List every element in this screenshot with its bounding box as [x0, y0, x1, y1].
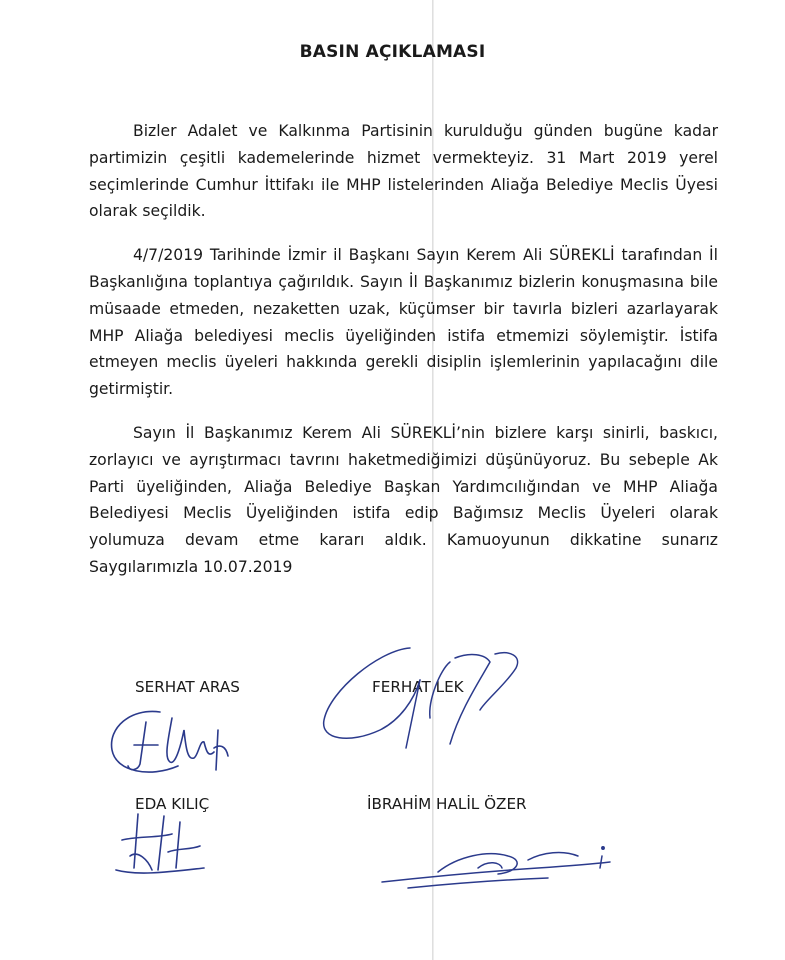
signature-eda-kilic: [108, 810, 218, 880]
document-body: [89, 118, 718, 598]
signatory-name-1: SERHAT ARAS: [135, 678, 240, 696]
signature-ferhat-lek: [310, 640, 530, 750]
paragraph-2: 4/7/2019 Tarihinde İzmir il Başkanı Sayın Kerem Ali SÜREKLİ tarafından İl Başkanlığına toplantıya çağırıldık. Sayın İl Başkanımız bizlerin konuşmasına bile müsaade etmeden, nezaketten uzak, küçümser bir tavırla bizleri azarlayarak MHP Aliağa belediyesi meclis üyeliğinden istifa etmemizi söylemiştir. İstifa etmeyen meclis üyeleri hakkında gerekli disiplin işlemlerinin yapılacağını dile getirmiştir.: [89, 246, 718, 399]
signature-ibrahim-halil-ozer: [378, 838, 618, 898]
document-title: BASIN AÇIKLAMASI: [299, 42, 486, 62]
signatory-name-3: EDA KILIÇ: [135, 795, 210, 813]
paragraph-1: Bizler Adalet ve Kalkınma Partisinin kurulduğu günden bugüne kadar partimizin çeşitli kademelerinde hizmet vermekteyiz. 31 Mart 2019 yerel seçimlerinde Cumhur İttifakı ile MHP listelerinden Aliağa Belediye Meclis Üyesi olarak seçildik.: [89, 122, 718, 221]
signatory-name-2: FERHAT LEK: [372, 678, 464, 696]
signature-serhat-aras: [100, 700, 250, 785]
paragraph-3: Sayın İl Başkanımız Kerem Ali SÜREKLİ’nin bizlere karşı sinirli, baskıcı, zorlayıcı ve ayrıştırmacı tavrını haketmediğimizi düşünüyoruz. Bu sebeple Ak Parti üyeliğinden, Aliağa Belediye Başkan Yardımcılığından ve MHP Aliağa Belediyesi Meclis Üyeliğinden istifa edip Bağımsız Meclis Üyeleri olarak yolumuza devam etme kararı aldık. Kamuoyunun dikkatine sunarız Saygılarımızla 10.07.2019: [89, 423, 718, 576]
signatory-name-4: İBRAHİM HALİL ÖZER: [367, 795, 527, 813]
